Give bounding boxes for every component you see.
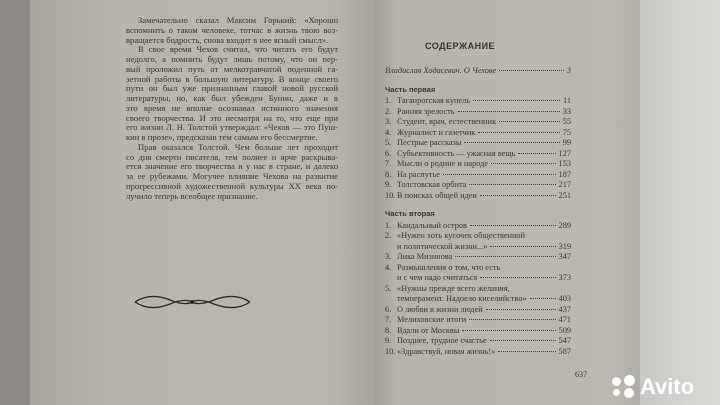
toc-entry — [385, 107, 571, 118]
toc-entry — [385, 252, 571, 263]
section-heading: Часть первая — [385, 84, 436, 94]
entry-page: 437 — [558, 304, 571, 314]
entry-title: Владислав Ходасевич. О Чехове — [385, 66, 497, 75]
entry-page: 217 — [558, 180, 571, 189]
entry-title: Вдали от Москвы — [397, 325, 460, 335]
toc-entry — [385, 128, 571, 139]
text-line: литературы, но, как был убежден Бунин, даже и в — [126, 93, 338, 103]
watermark — [612, 374, 694, 400]
toc-entry — [397, 273, 571, 284]
toc-entry — [385, 96, 571, 107]
entry-page: 403 — [558, 294, 571, 303]
toc-entry — [385, 315, 571, 326]
dot-leader — [455, 256, 555, 257]
table-of-contents — [385, 66, 571, 357]
entry-title: и с чем надо считаться — [397, 273, 478, 282]
entry-page: 55 — [562, 117, 571, 126]
entry-title: Лика Мизинова — [397, 252, 453, 261]
dot-leader — [470, 225, 556, 226]
dot-leader — [464, 142, 559, 143]
entry-page: 127 — [558, 148, 571, 158]
toc-entry — [385, 117, 571, 128]
left-page — [30, 0, 375, 405]
dot-leader — [490, 340, 556, 341]
entry-page: 99 — [562, 138, 571, 147]
entry-title: Студент, врач, естественник — [397, 117, 497, 126]
watermark-text: Avito — [640, 374, 695, 399]
entry-title: Мысли о родине и народе — [397, 159, 489, 168]
toc-entry — [385, 231, 571, 242]
text-line: недолго, а помнить будут лишь потому, что он пер- — [126, 54, 338, 64]
text-line: лучило теперь всеобщее признание. — [126, 190, 258, 201]
avito-logo-icon — [612, 375, 636, 399]
entry-title: О любви в жизни людей — [397, 304, 483, 314]
entry-title: На распутье — [397, 169, 440, 179]
entry-number: 2. — [385, 231, 392, 240]
text-line: В свое время Чехов считал, что читать его будут — [138, 44, 338, 55]
entry-number: 9. — [385, 180, 392, 189]
entry-number: 3. — [385, 117, 392, 126]
entry-page: 347 — [558, 252, 571, 261]
text-line: своего творчества. И это несмотря на то, что еще при — [126, 112, 338, 123]
dot-leader — [490, 246, 555, 247]
dot-leader — [491, 163, 556, 164]
text-line: со дня смерти писателя, тем полнее и ярче раскрыва- — [126, 151, 338, 162]
dot-leader — [480, 277, 555, 278]
entry-number: 8. — [385, 169, 392, 179]
toc-entry — [385, 263, 571, 274]
text-line: кин в прозе», предсказав тем самым его бессмертие. — [126, 132, 318, 142]
background-surface — [640, 0, 720, 405]
toc-entry — [397, 294, 571, 305]
dot-leader — [469, 184, 555, 185]
toc-entry — [385, 336, 571, 347]
entry-page: 373 — [558, 273, 571, 282]
entry-number: 1. — [385, 220, 392, 230]
toc-entry — [385, 191, 571, 202]
entry-title: Толстовская орбита — [397, 180, 467, 189]
toc-entry — [385, 159, 571, 170]
entry-title: В поисках общей идеи — [397, 190, 477, 200]
entry-number: 2. — [385, 106, 392, 116]
entry-title: Пестрые рассказы — [397, 138, 462, 147]
entry-title: «Нужен хоть кусочек общественной — [397, 231, 525, 240]
dot-leader — [478, 132, 559, 133]
toc-entry — [385, 180, 571, 191]
entry-title: темперамент. Надоело киселийство» — [397, 294, 527, 303]
right-page — [375, 0, 640, 405]
text-line: это время не вполне осознавал истинного значения — [126, 102, 338, 113]
left-page-text — [126, 16, 338, 201]
entry-number: 6. — [385, 304, 392, 314]
entry-title: «Здравствуй, новая жизнь!» — [397, 346, 496, 356]
text-line: ется значение его творчества и у нас в стране, и далеко — [126, 161, 338, 172]
dot-leader — [473, 100, 560, 101]
entry-number: 10. — [385, 190, 396, 200]
entry-title: Мелиховские итоги — [397, 315, 467, 324]
toc-entry — [385, 347, 571, 358]
entry-page: 319 — [558, 241, 571, 251]
entry-page: 3 — [566, 66, 571, 75]
dot-leader — [462, 330, 555, 331]
toc-entry — [385, 305, 571, 316]
dot-leader — [498, 351, 555, 352]
entry-number: 4. — [385, 127, 392, 137]
entry-number: 6. — [385, 148, 392, 158]
entry-page: 251 — [558, 190, 571, 200]
entry-number: 3. — [385, 252, 392, 261]
entry-number: 4. — [385, 262, 392, 272]
entry-number: 5. — [385, 138, 392, 147]
toc-entry — [385, 138, 571, 149]
dot-leader — [486, 309, 556, 310]
dot-leader — [469, 319, 555, 320]
toc-title: СОДЕРЖАНИЕ — [425, 41, 496, 51]
text-line: вращается бодрость, снова входит в нее ясный смысл». — [126, 34, 329, 45]
toc-entry — [385, 66, 571, 77]
entry-title: Таганрогская купель — [397, 96, 471, 105]
entry-number: 1. — [385, 96, 392, 105]
entry-page: 11 — [563, 96, 571, 105]
toc-entry — [397, 242, 571, 253]
text-line: вспомнить о таком человеке, тотчас в жизнь твою воз- — [126, 24, 338, 35]
section-heading: Часть вторая — [385, 209, 435, 218]
toc-entry — [385, 221, 571, 232]
entry-page: 75 — [562, 127, 571, 137]
entry-page: 471 — [558, 315, 571, 324]
ornament-icon — [130, 290, 255, 314]
dot-leader — [499, 121, 560, 122]
dot-leader — [499, 70, 564, 71]
dot-leader — [480, 195, 556, 196]
dot-leader — [518, 153, 555, 154]
text-line: за ее рубежами. Могучее влияние Чехова на развитие — [126, 171, 338, 181]
toc-entry — [385, 170, 571, 181]
text-line: зетной работы в большую литературу. В конце своего — [126, 73, 338, 84]
entry-number: 7. — [385, 159, 392, 168]
entry-title: Позднее, трудное счастье — [397, 336, 487, 345]
text-line: его жизни Л. Н. Толстой утверждал: «Чехов — это Пуш- — [126, 122, 338, 133]
text-line: пути он был уже признанным главой новой русской — [126, 83, 338, 94]
entry-number: 7. — [385, 315, 392, 324]
entry-page: 33 — [562, 106, 571, 116]
entry-page: 509 — [558, 325, 571, 335]
entry-title: Журналист и газетчик — [397, 127, 476, 137]
entry-title: Кандальный остров — [397, 220, 467, 230]
toc-entry — [385, 149, 571, 160]
text-line: Прав оказался Толстой. Чем больше лет проходит — [138, 141, 338, 152]
entry-number: 5. — [385, 283, 392, 293]
dot-leader — [458, 111, 560, 112]
page-number: 637 — [575, 370, 587, 379]
text-line: прогрессивной художественной культуры XX века по- — [126, 180, 338, 191]
text-line: Замечательно сказал Максим Горький: «Хорошо — [138, 15, 338, 25]
entry-number: 8. — [385, 325, 392, 335]
dot-leader — [443, 174, 556, 175]
entry-title: «Нужны прежде всего желания, — [397, 283, 510, 293]
toc-entry — [385, 284, 571, 295]
entry-page: 587 — [558, 346, 571, 356]
entry-title: и политической жизни...» — [397, 241, 488, 251]
text-line: вый проложил путь от мелкотравчатой поденной га- — [126, 63, 338, 74]
entry-page: 187 — [558, 169, 571, 179]
entry-page: 547 — [558, 336, 571, 345]
entry-title: Субъективность — ужасная вещь — [397, 148, 516, 158]
dot-leader — [530, 298, 556, 299]
entry-page: 153 — [558, 159, 571, 168]
entry-page: 289 — [558, 220, 571, 230]
toc-entry — [385, 326, 571, 337]
entry-title: Ранняя зрелость — [397, 106, 455, 116]
entry-number: 10. — [385, 346, 396, 356]
entry-title: Размышления о том, что есть — [397, 262, 501, 272]
entry-number: 9. — [385, 336, 392, 345]
